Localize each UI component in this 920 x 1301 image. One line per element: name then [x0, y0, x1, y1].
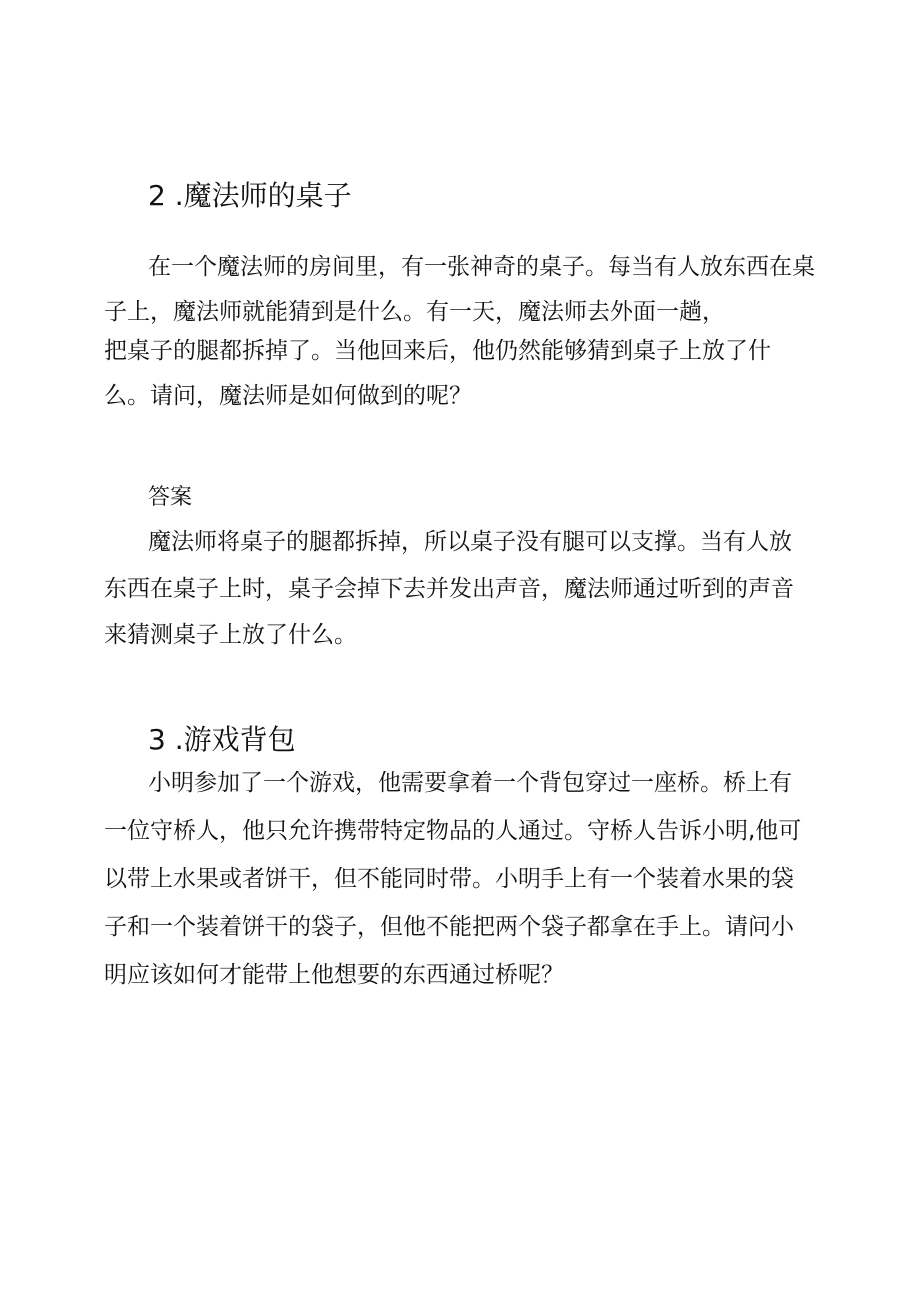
section-2-answer-line-1: 魔法师将桌子的腿都拆掉，所以桌子没有腿可以支撑。当有人放 — [148, 529, 792, 555]
section-3-heading: 3 .游戏背包 — [148, 723, 296, 756]
section-3-question-line-4: 子和一个装着饼干的袋子，但他不能把两个袋子都拿在手上。请问小 — [104, 914, 794, 940]
section-2-question-line-1: 在一个魔法师的房间里，有一张神奇的桌子。每当有人放东西在桌 — [148, 254, 815, 280]
section-2-question-line-2: 子上，魔法师就能猜到是什么。有一天，魔法师去外面一趟， — [104, 299, 725, 325]
section-3-question-line-2: 一位守桥人，他只允许携带特定物品的人通过。守桥人告诉小明,他可 — [104, 818, 802, 844]
section-2-question-line-4: 么。请问，魔法师是如何做到的呢？ — [104, 383, 472, 409]
section-2-answer-label: 答案 — [148, 485, 193, 510]
section-3-question-line-5: 明应该如何才能带上他想要的东西通过桥呢？ — [104, 962, 564, 988]
section-2-heading: 2 .魔法师的桌子 — [148, 179, 352, 212]
section-2-question-line-3: 把桌子的腿都拆掉了。当他回来后，他仍然能够猜到桌子上放了什 — [104, 338, 771, 364]
section-2-answer-line-3: 来猜测桌子上放了什么。 — [104, 622, 357, 648]
section-3-question-line-1: 小明参加了一个游戏，他需要拿着一个背包穿过一座桥。桥上有 — [148, 770, 792, 796]
section-2-answer-line-2: 东西在桌子上时，桌子会掉下去并发出声音，魔法师通过听到的声音 — [104, 576, 794, 602]
section-3-question-line-3: 以带上水果或者饼干，但不能同时带。小明手上有一个装着水果的袋 — [104, 866, 794, 892]
